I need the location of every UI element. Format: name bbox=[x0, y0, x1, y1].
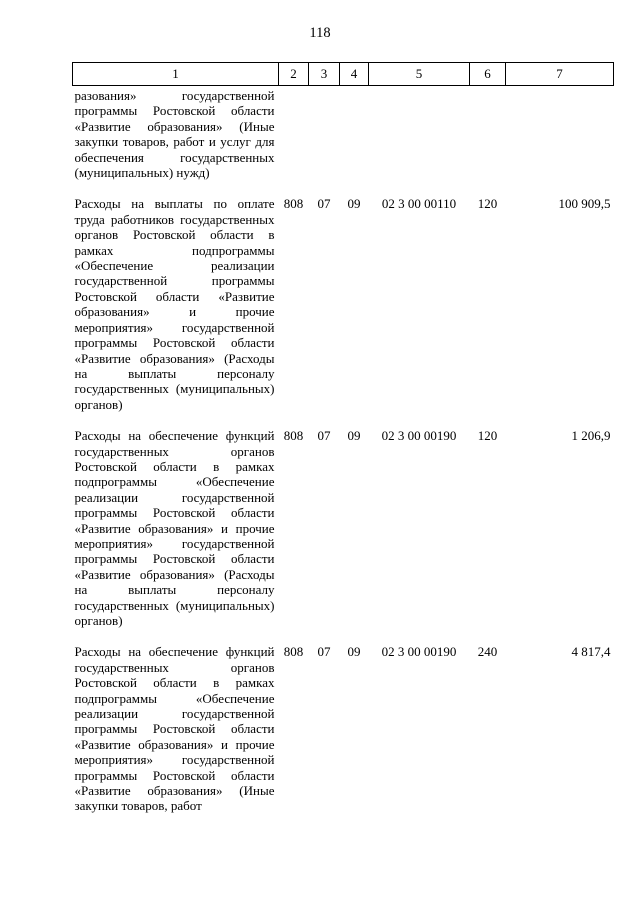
table-body bbox=[73, 86, 614, 814]
row-amount: 100 909,5 bbox=[558, 196, 611, 212]
header-col-5: 5 bbox=[369, 63, 470, 86]
row-section: 07 bbox=[317, 428, 331, 444]
table-row bbox=[73, 428, 614, 644]
row-section: 07 bbox=[317, 644, 331, 660]
row-amount: 1 206,9 bbox=[571, 428, 611, 444]
row-ministry bbox=[279, 86, 309, 197]
row-expense-type: 240 bbox=[477, 644, 498, 660]
header-col-6: 6 bbox=[470, 63, 506, 86]
row-subsection: 09 bbox=[347, 428, 361, 444]
table-header bbox=[73, 63, 614, 86]
row-amount: 4 817,4 bbox=[571, 644, 611, 660]
row-expense-type bbox=[470, 86, 506, 197]
row-target-article: 02 3 00 00190 bbox=[381, 644, 457, 660]
row-description: Расходы на выплаты по оплате труда работников государственных органов Ростовской области в рамках подпрограммы «Обеспечение реализации государственной программы Ростовской области «Развитие образования» и прочие мероприятия» государственной программы Ростовской области «Развитие образования» (Расходы на выплаты персоналу государственных (муниципальных) органов) bbox=[74, 196, 275, 412]
table-row bbox=[73, 644, 614, 813]
row-ministry: 808 bbox=[283, 428, 304, 444]
table-row bbox=[73, 86, 614, 197]
page-number: 118 bbox=[309, 25, 331, 41]
row-ministry: 808 bbox=[283, 196, 304, 212]
row-subsection: 09 bbox=[347, 196, 361, 212]
header-col-1: 1 bbox=[73, 63, 279, 86]
row-target-article: 02 3 00 00190 bbox=[381, 428, 457, 444]
row-section: 07 bbox=[317, 196, 331, 212]
row-amount bbox=[506, 86, 614, 197]
row-description: разования» государственной программы Ростовской области «Развитие образования» (Иные закупки товаров, работ и услуг для обеспечения государственных (муниципальных) нужд) bbox=[74, 88, 275, 181]
budget-table bbox=[72, 62, 614, 814]
header-col-7: 7 bbox=[506, 63, 614, 86]
row-target-article: 02 3 00 00110 bbox=[381, 196, 457, 212]
row-description: Расходы на обеспечение функций государственных органов Ростовской области в рамках подпрограммы «Обеспечение реализации государственной программы Ростовской области «Развитие образования» и прочие мероприятия» государственной программы Ростовской области «Развитие образования» (Расходы на выплаты персоналу государственных (муниципальных) органов) bbox=[74, 428, 275, 628]
header-row bbox=[73, 63, 614, 86]
row-section bbox=[309, 86, 340, 197]
row-expense-type: 120 bbox=[477, 428, 498, 444]
table-row bbox=[73, 196, 614, 428]
header-col-2: 2 bbox=[279, 63, 309, 86]
row-subsection bbox=[340, 86, 369, 197]
header-col-4: 4 bbox=[340, 63, 369, 86]
header-col-3: 3 bbox=[309, 63, 340, 86]
row-description: Расходы на обеспечение функций государственных органов Ростовской области в рамках подпрограммы «Обеспечение реализации государственной программы Ростовской области «Развитие образования» и прочие мероприятия» государственной программы Ростовской области «Развитие образования» (Иные закупки товаров, работ bbox=[74, 644, 275, 814]
row-target-article bbox=[369, 86, 470, 197]
row-expense-type: 120 bbox=[477, 196, 498, 212]
row-ministry: 808 bbox=[283, 644, 304, 660]
row-subsection: 09 bbox=[347, 644, 361, 660]
